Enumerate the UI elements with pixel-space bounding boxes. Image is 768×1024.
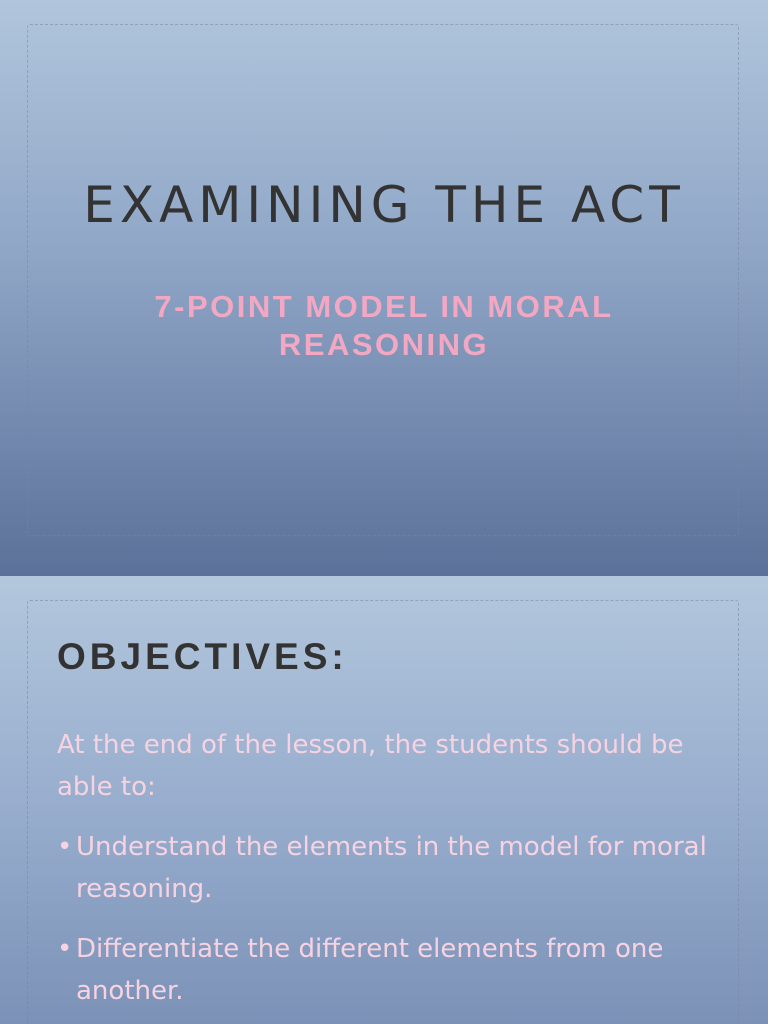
slide-2 — [0, 576, 768, 1024]
objective-text: Understand the elements in the model for moral reasoning. — [76, 832, 707, 904]
objectives-body — [57, 724, 727, 1024]
bullet-icon: • — [57, 934, 73, 964]
objectives-list — [57, 826, 727, 1012]
bullet-icon: • — [57, 832, 73, 862]
slide-title: EXAMINING THE ACT — [83, 176, 685, 234]
objectives-heading: OBJECTIVES: — [57, 636, 348, 677]
objective-text: Differentiate the different elements from one another. — [76, 934, 664, 1006]
objective-item — [57, 928, 727, 1012]
objective-item — [57, 826, 727, 910]
slide-subtitle: 7-POINT MODEL IN MORAL REASONING — [154, 289, 614, 362]
slide-frame — [27, 24, 739, 536]
objectives-intro: At the end of the lesson, the students should be able to: — [57, 730, 684, 802]
